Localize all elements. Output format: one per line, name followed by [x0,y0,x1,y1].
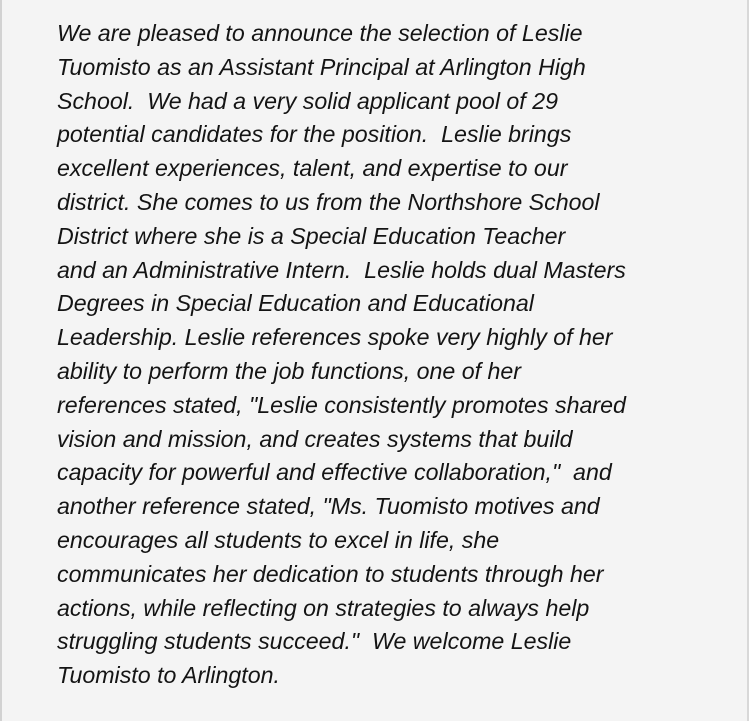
paragraph-line: Leadership. Leslie references spoke very highly of her [57,324,613,351]
paragraph-line: encourages all students to excel in life, she [57,526,500,553]
paragraph-line: capacity for powerful and effective collaboration," and [57,459,612,486]
paragraph-line: ability to perform the job functions, one of her [57,357,522,384]
paragraph-line: School. We had a very solid applicant pool of 29 [57,87,558,114]
paragraph-line: vision and mission, and creates systems that build [57,425,573,452]
paragraph-line: excellent experiences, talent, and expertise to our [57,155,568,182]
left-border [0,0,2,721]
paragraph-line: actions, while reflecting on strategies to always help [57,594,590,621]
announcement-paragraph [57,17,747,693]
paragraph-line: struggling students succeed." We welcome Leslie [57,628,572,655]
paragraph-line: Tuomisto as an Assistant Principal at Arlington High [57,53,586,80]
paragraph-line: District where she is a Special Education Teacher [57,222,566,249]
paragraph-line: references stated, "Leslie consistently promotes shared [57,391,626,418]
paragraph-line: Tuomisto to Arlington. [57,662,280,689]
paragraph-line: district. She comes to us from the Northshore School [57,188,600,215]
paragraph-line: and an Administrative Intern. Leslie holds dual Masters [57,256,626,283]
paragraph-line: another reference stated, "Ms. Tuomisto motives and [57,493,600,520]
paragraph-line: We are pleased to announce the selection of Leslie [57,20,583,46]
paragraph-line: Degrees in Special Education and Educational [57,290,534,317]
paragraph-line: potential candidates for the position. Leslie brings [57,121,572,148]
paragraph-line: communicates her dedication to students through her [57,560,604,587]
